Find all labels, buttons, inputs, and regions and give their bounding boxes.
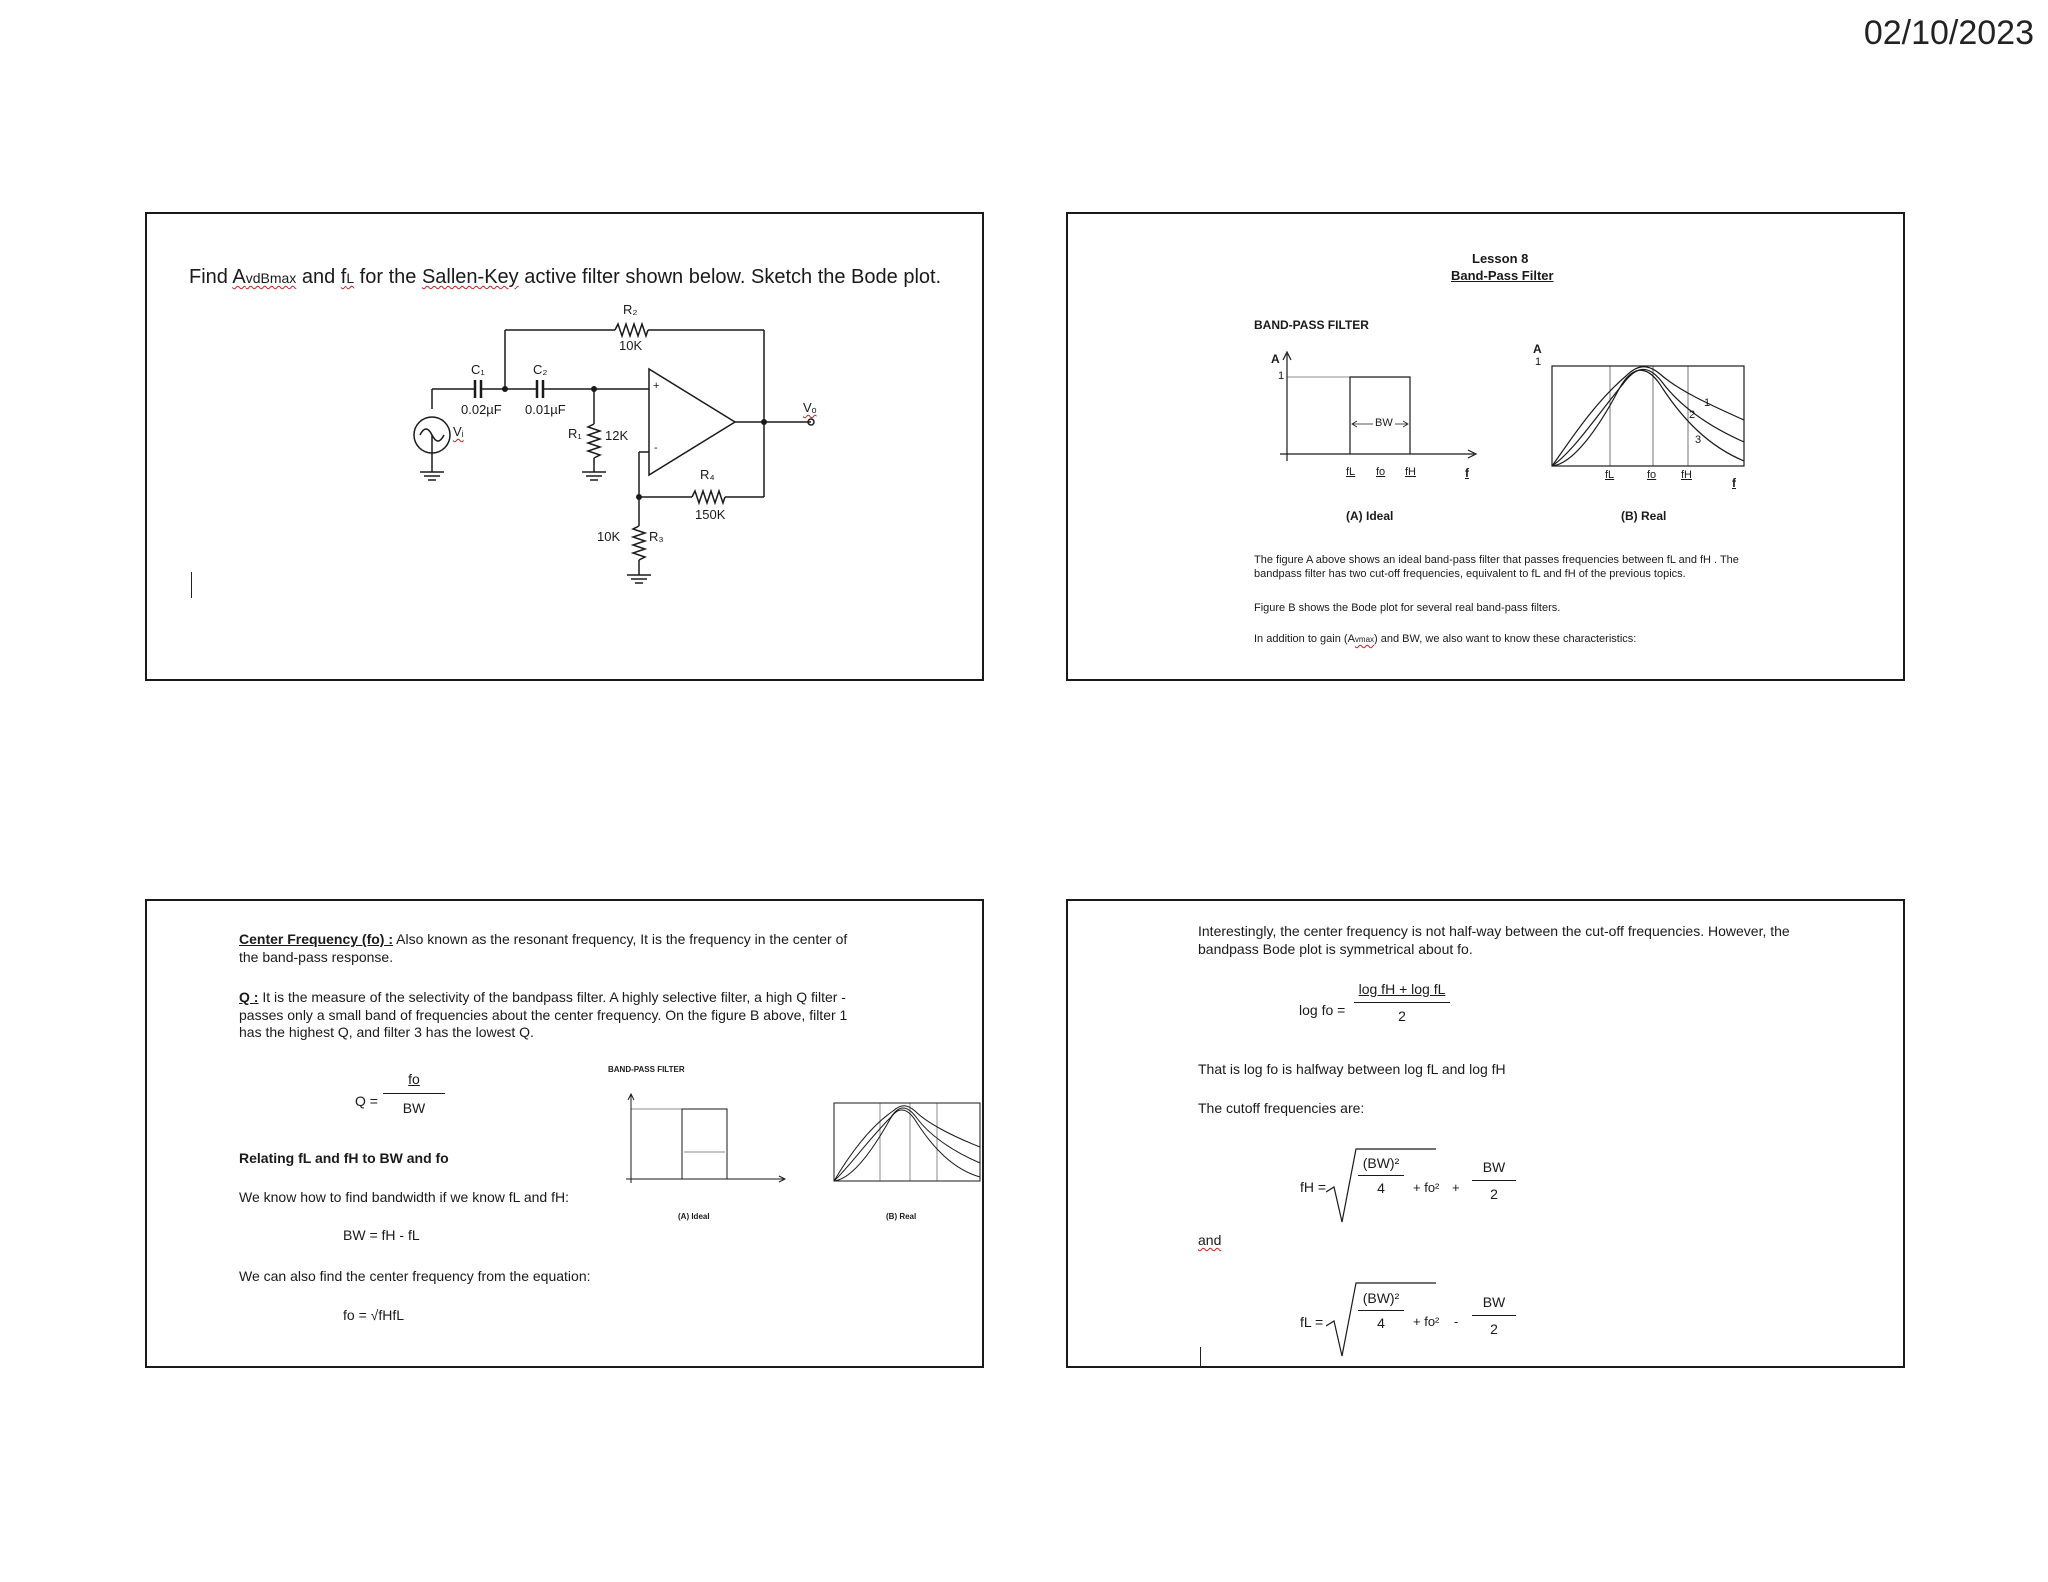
slide-band-pass-intro[interactable] (1066, 212, 1905, 681)
ideal-fh: fH (1405, 466, 1416, 478)
slide-center-frequency[interactable] (145, 899, 984, 1368)
intro-paragraph: Interestingly, the center frequency is not half-way between the cut-off frequencies. However, the bandpass Bode plot is symmetrical about fo. (1198, 923, 1790, 957)
opamp-plus: + (653, 380, 660, 392)
ideal-axis-a: A (1271, 352, 1280, 366)
ideal-axis-one: 1 (1278, 370, 1285, 382)
r3-value: 10K (597, 529, 621, 544)
mini-ideal-caption: (A) Ideal (678, 1212, 710, 1221)
mini-section-heading: BAND-PASS FILTER (608, 1065, 685, 1074)
cutoff-intro: The cutoff frequencies are: (1198, 1100, 1365, 1116)
c1-label: C₁ (471, 362, 485, 377)
opamp-minus: - (654, 442, 658, 454)
real-axis-f: f (1732, 476, 1736, 490)
text-cursor (191, 572, 192, 598)
fl-equation-lhs: fL = (1300, 1314, 1324, 1330)
text-cursor (1200, 1347, 1201, 1367)
lesson-title: Lesson 8 (1472, 251, 1529, 266)
vi-label: Vᵢ (453, 424, 464, 439)
paragraph-characteristics: In addition to gain (Avmax) and BW, we also want to know these characteristics: (1254, 633, 1637, 645)
real-axis-a: A (1533, 342, 1542, 356)
log-formula-lhs: log fo = (1299, 1002, 1346, 1018)
problem-statement: Find AvdBmax and fL for the Sallen-Key active filter shown below. Sketch the Bode plot. (189, 266, 942, 288)
real-fh: fH (1681, 469, 1692, 481)
q-paragraph: Q : It is the measure of the selectivity of the bandpass filter. A highly selective filter, a high Q filter - passes only a small band of frequencies about the center frequency. On the figure B above, filter 1 has the highest Q, and filter 3 has the lowest Q. (239, 989, 848, 1040)
mini-bandpass-figure (147, 901, 984, 1368)
relating-heading: Relating fL and fH to BW and fo (239, 1150, 449, 1166)
real-fl: fL (1605, 469, 1615, 481)
ideal-bw: BW (1375, 417, 1393, 429)
vo-label: Vₒ (803, 400, 817, 415)
slide-cutoff-frequencies[interactable] (1066, 899, 1905, 1368)
section-heading: BAND-PASS FILTER (1254, 318, 1369, 332)
paragraph-figure-b: Figure B shows the Bode plot for several real band-pass filters. (1254, 602, 1561, 614)
c1-value: 0.02µF (461, 402, 502, 417)
c2-label: C₂ (533, 362, 548, 377)
c2-value: 0.01µF (525, 402, 566, 417)
q-formula-fraction: $\frac{fo}{BW}$ (383, 1071, 445, 1116)
log-formula-fraction: $\frac{\text{log fH + log fL}}{2}$ (1354, 981, 1450, 1024)
real-caption: (B) Real (1621, 509, 1667, 523)
bandwidth-intro: We know how to find bandwidth if we know fL and fH: (239, 1189, 569, 1205)
r1-label: R₁ (568, 426, 582, 441)
r3-label: R₃ (649, 529, 664, 544)
halfway-statement: That is log fo is halfway between log fL and log fH (1198, 1061, 1506, 1077)
ideal-caption: (A) Ideal (1346, 509, 1394, 523)
fh-plus-operator: + (1452, 1180, 1460, 1195)
fl-bw-fraction: BW 2 (1472, 1294, 1516, 1337)
paragraph-figure-a: The figure A above shows an ideal band-pass filter that passes frequencies between fL and fH . The bandpass filter has two cut-off frequencies, equivalent to fL and fH of the previous topics. (1254, 554, 1739, 580)
ideal-fl: fL (1346, 466, 1356, 478)
real-fo: fo (1647, 469, 1657, 481)
sallen-key-circuit (147, 214, 984, 681)
slide-sallen-key-problem[interactable] (145, 212, 984, 681)
fl-fo-squared: + fo² (1413, 1314, 1440, 1329)
r2-label: R₂ (623, 302, 638, 317)
r2-value: 10K (619, 338, 643, 353)
fl-inner-fraction: (BW)² 4 (1358, 1290, 1404, 1331)
curve-label-1: 1 (1704, 397, 1711, 409)
date-stamp: 02/10/2023 (1863, 14, 2034, 52)
curve-label-2: 2 (1689, 409, 1696, 421)
r4-value: 150K (695, 507, 726, 522)
ideal-axis-f: f (1465, 466, 1469, 480)
fh-fo-squared: + fo² (1413, 1180, 1440, 1195)
center-frequency-equation: fo = √fHfL (343, 1307, 404, 1323)
and-connector: and (1198, 1232, 1222, 1248)
real-axis-one: 1 (1535, 356, 1542, 368)
fh-equation-lhs: fH = (1300, 1179, 1327, 1195)
r4-label: R₄ (700, 467, 715, 482)
lesson-subtitle: Band-Pass Filter (1451, 268, 1554, 283)
curve-label-3: 3 (1695, 434, 1702, 446)
fh-inner-fraction: (BW)² 4 (1358, 1155, 1404, 1196)
ideal-fo: fo (1376, 466, 1386, 478)
center-frequency-paragraph: Center Frequency (fo) : Also known as the resonant frequency, It is the frequency in the center of the band-pass response. (239, 931, 848, 965)
fh-bw-fraction: BW 2 (1472, 1159, 1516, 1202)
mini-real-caption: (B) Real (886, 1212, 917, 1221)
center-frequency-intro: We can also find the center frequency from the equation: (239, 1268, 591, 1284)
bandwidth-equation: BW = fH - fL (343, 1227, 420, 1243)
r1-value: 12K (605, 428, 629, 443)
fl-minus-operator: - (1454, 1314, 1459, 1329)
q-formula-lhs: Q = (355, 1093, 378, 1109)
